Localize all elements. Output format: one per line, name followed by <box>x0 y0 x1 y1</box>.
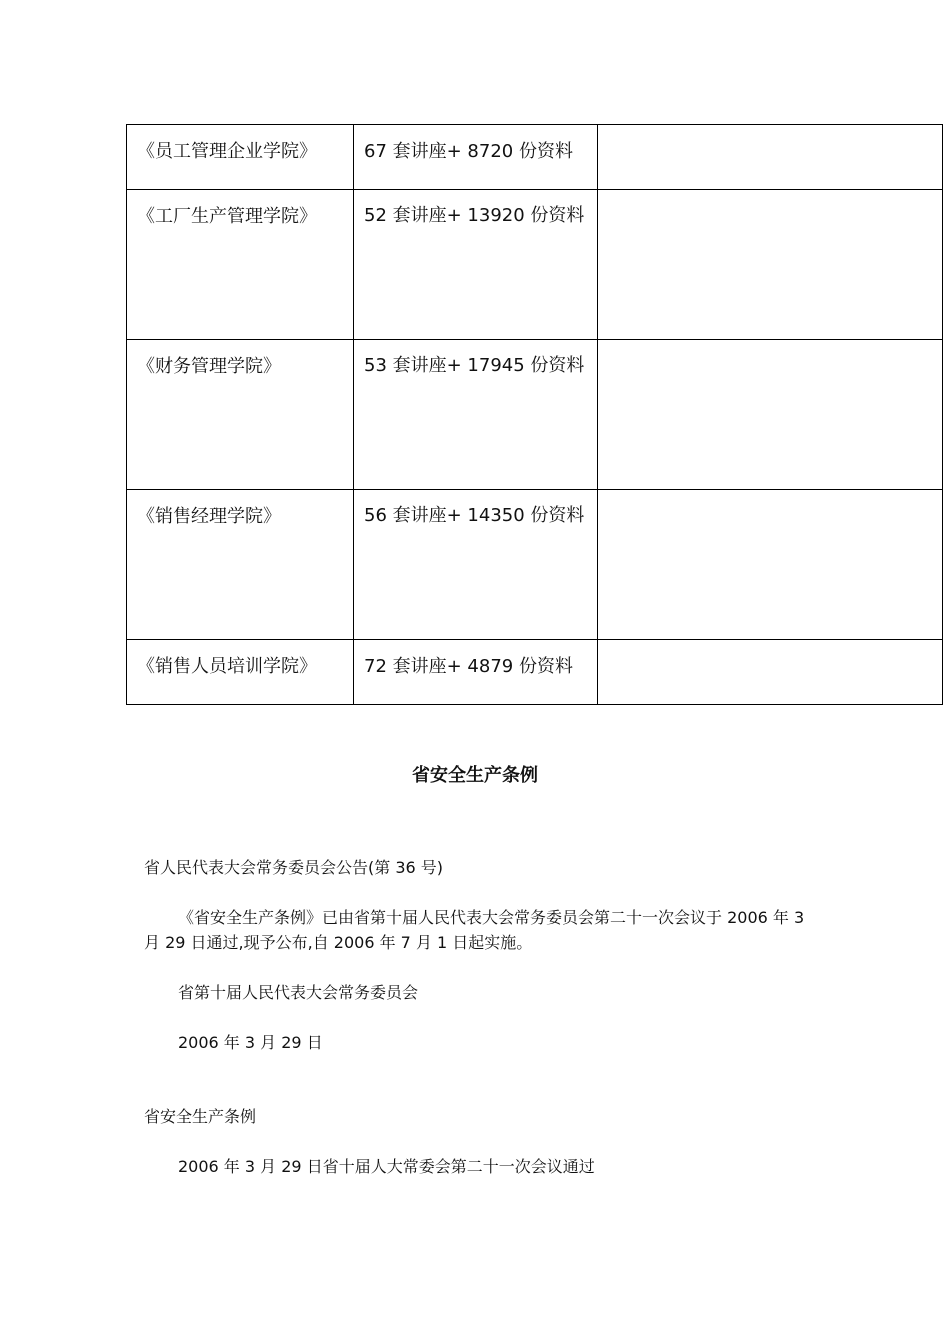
announcement-body: 《省安全生产条例》已由省第十届人民代表大会常务委员会第二十一次会议于 2006 年 3 月 29 日通过,现予公布,自 2006 年 7 月 1 日起实施。 <box>144 908 805 952</box>
course-name: 《工厂生产管理学院》 <box>137 206 317 227</box>
course-name: 《销售经理学院》 <box>137 506 281 527</box>
course-note <box>598 490 942 504</box>
course-name-cell <box>127 640 354 705</box>
table-row <box>127 640 943 705</box>
course-content-cell <box>354 490 598 640</box>
signature-date: 2006 年 3 月 29 日 <box>178 1033 323 1052</box>
table-row <box>127 190 943 340</box>
course-note <box>598 640 942 654</box>
course-note-cell <box>598 190 943 340</box>
course-note <box>598 340 942 354</box>
table-row <box>127 490 943 640</box>
course-name-cell <box>127 190 354 340</box>
course-note-cell <box>598 490 943 640</box>
course-content-cell <box>354 640 598 705</box>
signature: 省第十届人民代表大会常务委员会 <box>178 983 419 1002</box>
course-name: 《员工管理企业学院》 <box>137 141 317 162</box>
table-row <box>127 340 943 490</box>
course-content: 53 套讲座+ 17945 份资料 <box>364 355 585 376</box>
course-note-cell <box>598 640 943 705</box>
course-content: 67 套讲座+ 8720 份资料 <box>364 141 573 162</box>
course-note <box>598 190 942 204</box>
course-content: 56 套讲座+ 14350 份资料 <box>364 505 585 526</box>
course-table <box>126 124 943 705</box>
course-content-cell <box>354 190 598 340</box>
course-content: 72 套讲座+ 4879 份资料 <box>364 656 573 677</box>
document-title: 省安全生产条例 <box>412 765 538 786</box>
course-note <box>598 125 942 139</box>
course-note-cell <box>598 340 943 490</box>
course-content: 52 套讲座+ 13920 份资料 <box>364 205 585 226</box>
course-note-cell <box>598 125 943 190</box>
passed-note: 2006 年 3 月 29 日省十届人大常委会第二十一次会议通过 <box>178 1157 595 1176</box>
course-name-cell <box>127 125 354 190</box>
course-name-cell <box>127 490 354 640</box>
course-name-cell <box>127 340 354 490</box>
course-name: 《销售人员培训学院》 <box>137 656 317 677</box>
announcement-heading: 省人民代表大会常务委员会公告(第 36 号) <box>144 858 444 877</box>
course-name: 《财务管理学院》 <box>137 356 281 377</box>
course-content-cell <box>354 340 598 490</box>
regulation-subtitle: 省安全生产条例 <box>144 1107 257 1126</box>
